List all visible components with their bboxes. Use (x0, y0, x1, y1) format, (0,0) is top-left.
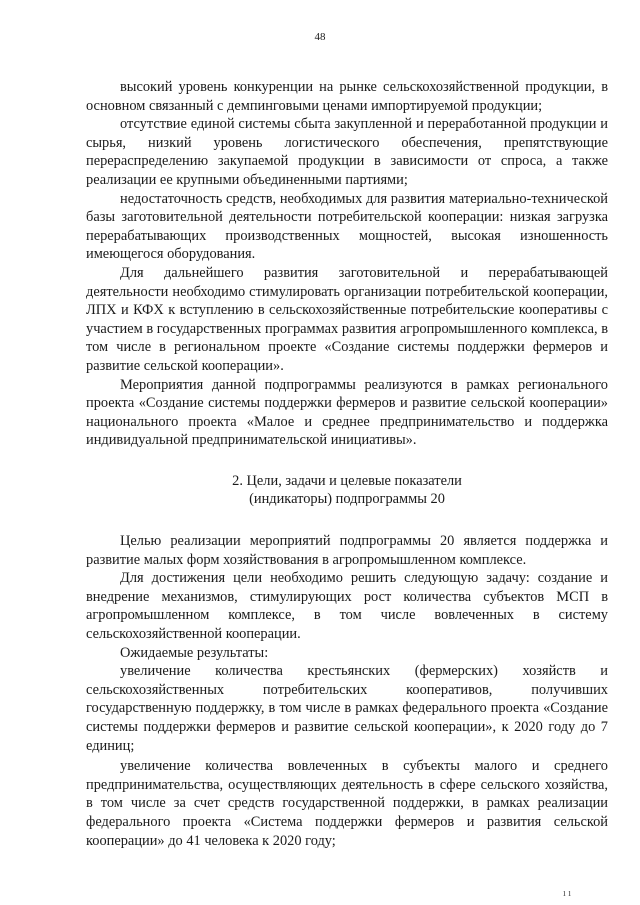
scan-marks: ı ı (563, 888, 572, 899)
paragraph: Ожидаемые результаты: (120, 644, 269, 661)
paragraph: Для достижения цели необходимо решить следующую задачу: создание и внедрение механизмов, стимулирующих рост количества субъектов МСП в агропромышленном комплексе, в том числе вовлеченных в систему сельскохозяйственной кооперации. (86, 570, 608, 643)
paragraph: увеличение количества вовлеченных в субъекты малого и среднего предпринимательства, осуществляющих деятельность в сфере сельского хозяйства, в том числе за счет средств государственной поддержки, в рамках реализации федерального проекта «Система поддержки фермеров и развития сельской кооперации» до 41 человека к 2020 году; (86, 758, 608, 849)
paragraph: недостаточность средств, необходимых для развития материально-технической базы заготовительной деятельности потребительской кооперации: низкая загрузка перерабатывающих производственных мощностей, высокая изношенность имеющегося оборудования. (86, 190, 608, 263)
paragraph: Мероприятия данной подпрограммы реализуются в рамках регионального проекта «Создание системы поддержки фермеров и развитие сельской кооперации» национального проекта «Малое и среднее предпринимательство и поддержка индивидуальной предпринимательской инициативы». (86, 376, 608, 449)
section-heading-line-2: (индикаторы) подпрограммы 20 (249, 491, 445, 508)
paragraph: увеличение количества крестьянских (фермерских) хозяйств и сельскохозяйственных потребительских кооперативов, получивших государственную поддержку, в том числе в рамках федерального проекта «Создание системы поддержки фермеров и развитие сельской кооперации», к 2020 году до 7 единиц; (86, 663, 608, 754)
paragraph: Для дальнейшего развития заготовительной и перерабатывающей деятельности необходимо стимулировать организации потребительской кооперации, ЛПХ и КФХ к вступлению в сельскохозяйственные потребительские кооперативы с участием в государственных программах развития агропромышленного комплекса, в том числе в региональном проекте «Создание системы поддержки фермеров и развитие сельской кооперации». (86, 264, 608, 374)
paragraph: отсутствие единой системы сбыта закупленной и переработанной продукции и сырья, низкий уровень логистического обеспечения, препятствующие перераспределению закупаемой продукции в зависимости от спроса, а также реализации ее крупными объединенными партиями; (86, 116, 608, 188)
section-heading (86, 472, 608, 509)
paragraph: высокий уровень конкуренции на рынке сельскохозяйственной продукции, в основном связанный с демпинговыми ценами импортируемой продукции; (86, 79, 608, 114)
paragraph: Целью реализации мероприятий подпрограммы 20 является поддержка и развитие малых форм хозяйствования в агропромышленном комплексе. (86, 533, 608, 568)
document-body (86, 78, 608, 850)
page-number: 48 (314, 31, 326, 43)
section-heading-line-1: 2. Цели, задачи и целевые показатели (232, 472, 462, 489)
